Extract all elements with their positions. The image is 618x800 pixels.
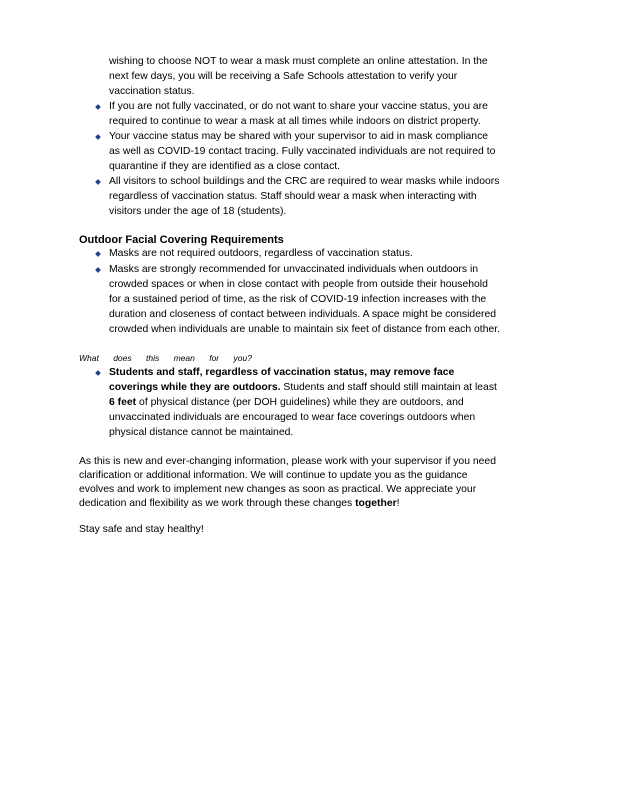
list-item-line: duration and closeness of contact between individuals. A space might be considered	[109, 309, 497, 320]
emphasis-text: 6 feet	[109, 397, 137, 408]
section-heading: Outdoor Facial Covering Requirements	[79, 234, 284, 246]
bullet-icon	[95, 179, 101, 185]
list-item-line: unvaccinated individuals are encouraged to wear face coverings outdoors when	[109, 412, 476, 423]
text-line: As this is new and ever-changing information, please work with your supervisor if you need	[79, 456, 496, 467]
text-line: wishing to choose NOT to wear a mask must complete an online attestation. In the	[109, 56, 488, 67]
list-item-line: physical distance cannot be maintained.	[109, 427, 294, 438]
sign-off: Stay safe and stay healthy!	[79, 524, 204, 535]
bullet-icon	[95, 267, 101, 273]
body-text: of physical distance (per DOH guidelines) while they are outdoors, and	[136, 397, 464, 408]
list-item-line: Your vaccine status may be shared with your supervisor to aid in mask compliance	[109, 131, 489, 142]
list-item-line: crowded spaces or when in close contact with people from outside their household	[109, 279, 488, 290]
text-line: next few days, you will be receiving a Safe Schools attestation to verify your	[109, 71, 458, 82]
body-text: Students and staff should still maintain at least	[280, 382, 497, 393]
emphasis-text: Students and staff, regardless of vaccination status, may remove face	[109, 367, 455, 378]
text-line	[79, 497, 400, 510]
list-item-line: Masks are not required outdoors, regardless of vaccination status.	[109, 248, 413, 259]
bullet-icon	[95, 134, 101, 140]
meaning-label: What does this mean for you?	[79, 353, 252, 363]
emphasis-text: coverings while they are outdoors.	[109, 382, 281, 393]
text-line: clarification or additional information. We will continue to update you as the guidance	[79, 470, 468, 481]
list-item-line: required to continue to wear a mask at all times while indoors on district property.	[109, 116, 481, 127]
body-text: dedication and flexibility as we work through these changes	[79, 498, 356, 509]
text-line: evolves and work to implement new changes as soon as practical. We appreciate your	[79, 484, 477, 495]
list-item-line: quarantine if they are identified as a close contact.	[109, 161, 341, 172]
emphasis-text: together	[355, 498, 397, 509]
list-item-line: crowded when individuals are unable to maintain six feet of distance from each other.	[109, 324, 501, 335]
body-text: !	[396, 498, 400, 509]
list-item-line	[109, 366, 454, 379]
list-item-line: If you are not fully vaccinated, or do not want to share your vaccine status, you are	[109, 101, 488, 112]
list-item-line: All visitors to school buildings and the CRC are required to wear masks while indoors	[109, 176, 500, 187]
list-item-line	[109, 381, 497, 394]
list-item-line: Masks are strongly recommended for unvaccinated individuals when outdoors in	[109, 264, 479, 275]
bullet-icon	[95, 104, 101, 110]
list-item-line: visitors under the age of 18 (students).	[109, 206, 287, 217]
bullet-icon	[95, 370, 101, 376]
text-line: vaccination status.	[109, 86, 195, 97]
bullet-icon	[95, 251, 101, 257]
list-item-line: for a sustained period of time, as the risk of COVID-19 infection increases with the	[109, 294, 487, 305]
list-item-line	[109, 396, 464, 409]
list-item-line: regardless of vaccination status. Staff should wear a mask when interacting with	[109, 191, 477, 202]
list-item-line: as well as COVID-19 contact tracing. Fully vaccinated individuals are not required to	[109, 146, 496, 157]
